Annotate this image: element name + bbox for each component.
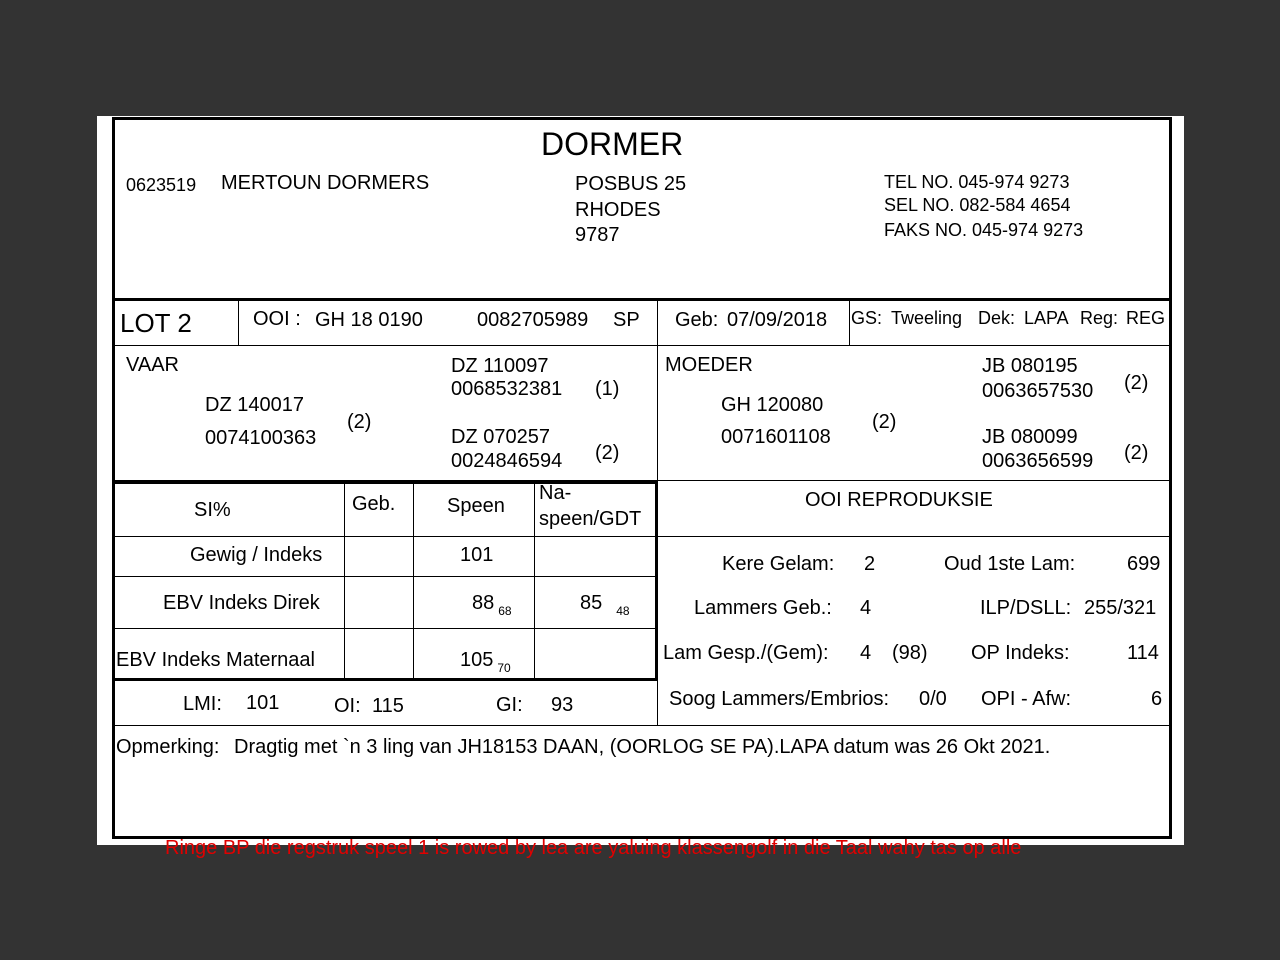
tel-number: TEL NO. 045-974 9273 [884, 172, 1070, 192]
divider [657, 298, 658, 346]
lam-gesp-gem: (98) [892, 642, 928, 664]
address-line-2: RHODES [575, 199, 661, 221]
row-label-ebv-maternaal: EBV Indeks Maternaal [116, 649, 315, 671]
kere-gelam-value: 2 [864, 553, 876, 575]
opi-afw-value: 6 [1151, 688, 1163, 710]
soog-lammers-label: Soog Lammers/Embrios: [669, 688, 890, 710]
reg-label: Reg: [1080, 308, 1119, 328]
address-line-3: 9787 [575, 224, 620, 246]
oi-value: 115 [372, 695, 404, 717]
divider [112, 628, 658, 629]
moeder-dam-number: 0063656599 [982, 450, 1094, 472]
kere-gelam-label: Kere Gelam: [722, 553, 835, 575]
card-title: DORMER [541, 126, 684, 162]
ilp-dsll-value: 255/321 [1084, 597, 1157, 619]
moeder-dam-id: JB 080099 [982, 426, 1078, 448]
gi-label: GI: [496, 694, 523, 716]
remarks-label: Opmerking: [116, 736, 220, 758]
address-line-1: POSBUS 25 [575, 173, 687, 195]
divider [344, 481, 345, 680]
row-label-gewig: Gewig / Indeks [190, 544, 323, 566]
moeder-sire-mark: (2) [1124, 372, 1149, 394]
reg-value: REG [1126, 308, 1166, 328]
lammers-geb-value: 4 [860, 597, 872, 619]
col-header-si: SI% [194, 499, 231, 521]
breeder-name: MERTOUN DORMERS [221, 172, 430, 194]
direk-speen-accuracy: 68 [498, 604, 512, 618]
ooi-id: GH 18 0190 [315, 309, 423, 331]
vaar-mark: (2) [347, 411, 372, 433]
divider [112, 725, 1172, 726]
col-header-naspeen-line1: Na- [539, 482, 572, 504]
ooi-label: OOI : [253, 308, 301, 330]
oud-1ste-lam-value: 699 [1127, 553, 1161, 575]
oud-1ste-lam-label: Oud 1ste Lam: [944, 553, 1076, 575]
maternaal-speen-accuracy: 70 [497, 661, 511, 675]
direk-naspeen-value: 85 [580, 592, 603, 614]
faks-number: FAKS NO. 045-974 9273 [884, 220, 1084, 240]
ooi-grade: SP [613, 309, 640, 331]
oi-label: OI: [334, 695, 361, 717]
opi-afw-label: OPI - Afw: [981, 688, 1072, 710]
col-header-geb: Geb. [352, 493, 396, 515]
row-label-ebv-direk: EBV Indeks Direk [163, 592, 320, 614]
maternaal-speen-cell [460, 649, 511, 675]
vaar-label: VAAR [126, 354, 179, 376]
direk-speen-value: 88 [472, 592, 495, 614]
moeder-dam-mark: (2) [1124, 442, 1149, 464]
ooi-reg-number: 0082705989 [477, 309, 589, 331]
vaar-dam-number: 0024846594 [451, 450, 563, 472]
divider [112, 481, 658, 484]
reproduction-title: OOI REPRODUKSIE [805, 489, 993, 511]
gs-value: Tweeling [891, 308, 963, 328]
moeder-id: GH 120080 [721, 394, 824, 416]
moeder-number: 0071601108 [721, 426, 831, 448]
soog-lammers-value: 0/0 [919, 688, 947, 710]
remarks-text: Dragtig met `n 3 ling van JH18153 DAAN, (OORLOG SE PA).LAPA datum was 26 Okt 2021. [234, 736, 1051, 758]
divider [657, 345, 658, 481]
dek-value: LAPA [1024, 308, 1069, 328]
vaar-sire-mark: (1) [595, 378, 620, 400]
op-indeks-value: 114 [1127, 642, 1159, 664]
gi-value: 93 [551, 694, 574, 716]
direk-naspeen-accuracy: 48 [616, 604, 630, 618]
lam-gesp-value: 4 [860, 642, 872, 664]
direk-speen-cell [472, 592, 512, 618]
moeder-sire-id: JB 080195 [982, 355, 1078, 377]
vaar-dam-mark: (2) [595, 442, 620, 464]
vaar-dam-id: DZ 070257 [451, 426, 550, 448]
lammers-geb-label: Lammers Geb.: [694, 597, 832, 619]
divider [655, 481, 658, 680]
maternaal-speen-value: 105 [460, 649, 494, 671]
divider [657, 680, 658, 726]
geb-label: Geb: [675, 309, 719, 331]
gewig-speen-value: 101 [460, 544, 494, 566]
op-indeks-label: OP Indeks: [971, 642, 1070, 664]
vaar-id: DZ 140017 [205, 394, 304, 416]
dek-label: Dek: [978, 308, 1016, 328]
lot-label: LOT 2 [120, 308, 192, 338]
direk-naspeen-cell [580, 592, 630, 618]
divider [238, 298, 239, 346]
gs-label: GS: [851, 308, 883, 328]
breeder-number: 0623519 [126, 175, 197, 195]
col-header-naspeen-line2: speen/GDT [539, 508, 642, 530]
col-header-speen: Speen [447, 495, 505, 517]
lam-gesp-label: Lam Gesp./(Gem): [663, 642, 829, 664]
footer-note: Ringe BP die regstruk speel 1 is rowed by lea are yaluing klassengolf in die Taal wahy tas op alle [165, 837, 1022, 859]
ilp-dsll-label: ILP/DSLL: [980, 597, 1072, 619]
divider [413, 481, 414, 680]
divider [112, 576, 658, 577]
moeder-mark: (2) [872, 411, 897, 433]
lmi-value: 101 [246, 692, 280, 714]
divider [112, 345, 1172, 346]
lmi-label: LMI: [183, 693, 222, 715]
vaar-sire-number: 0068532381 [451, 378, 563, 400]
geb-date: 07/09/2018 [727, 309, 828, 331]
moeder-sire-number: 0063657530 [982, 380, 1094, 402]
divider [112, 536, 1172, 537]
moeder-label: MOEDER [665, 354, 753, 376]
divider [112, 678, 658, 681]
divider [112, 298, 1172, 301]
vaar-sire-id: DZ 110097 [451, 355, 549, 377]
sel-number: SEL NO. 082-584 4654 [884, 195, 1071, 215]
divider [534, 481, 535, 680]
divider [849, 298, 850, 346]
vaar-number: 0074100363 [205, 427, 317, 449]
